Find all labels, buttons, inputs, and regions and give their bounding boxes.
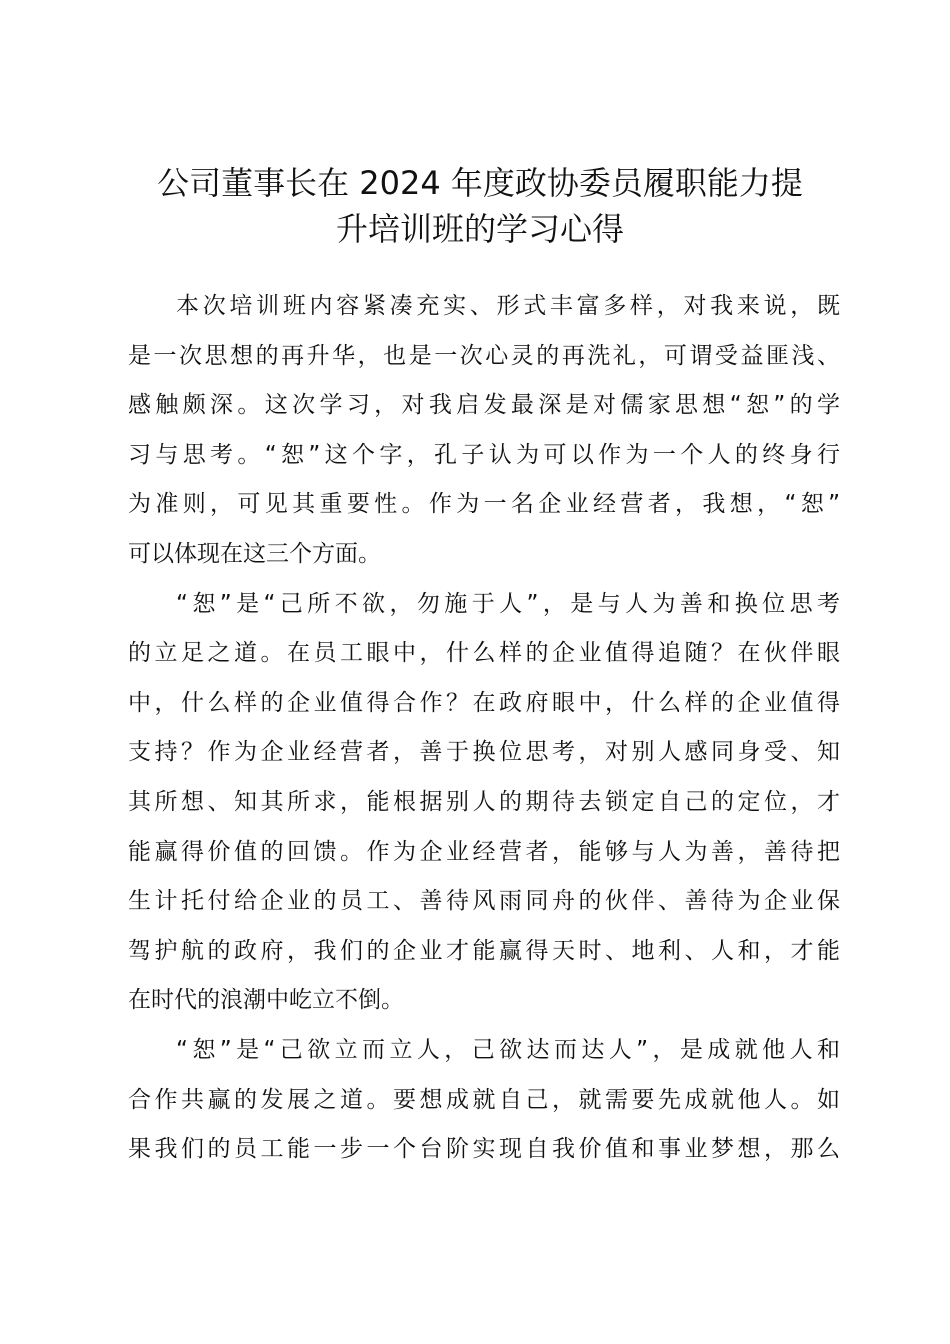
paragraph-line: “恕”是“己欲立而立人，己欲达而达人”，是成就他人和 [176,1036,840,1063]
paragraph-line: 果我们的员工能一步一个台阶实现自我价值和事业梦想，那么 [128,1136,840,1163]
paragraph-line: 本次培训班内容紧凑充实、形式丰富多样，对我来说，既 [176,293,840,319]
paragraph-line: 能赢得价值的回馈。作为企业经营者，能够与人为善，善待把 [128,838,840,865]
paragraph-line: 为准则，可见其重要性。作为一名企业经营者，我想，“恕” [128,491,840,518]
paragraph-1 [128,282,840,580]
paragraph-3 [128,1026,840,1175]
title-line-2: 升培训班的学习心得 [335,210,624,248]
paragraph-line: 习与思考。“恕”这个字，孔子认为可以作为一个人的终身行 [128,441,840,468]
paragraph-line: 合作共赢的发展之道。要想成就自己，就需要先成就他人。如 [128,1086,840,1113]
paragraph-line: 支持？作为企业经营者，善于换位思考，对别人感同身受、知 [128,739,840,766]
paragraph-line: 的立足之道。在员工眼中，什么样的企业值得追随？在伙伴眼 [128,640,840,667]
paragraph-line: 在时代的浪潮中屹立不倒。 [128,987,404,1014]
paragraph-line: 中，什么样的企业值得合作？在政府眼中，什么样的企业值得 [128,689,840,716]
paragraph-line: 生计托付给企业的员工、善待风雨同舟的伙伴、善待为企业保 [128,888,840,915]
document-body [128,282,840,1175]
paragraph-line: 可以体现在这三个方面。 [128,540,381,567]
paragraph-line: 其所想、知其所求，能根据别人的期待去锁定自己的定位，才 [128,788,840,815]
document-title [120,160,840,252]
paragraph-line: “恕”是“己所不欲，勿施于人”，是与人为善和换位思考 [176,590,840,617]
paragraph-2 [128,580,840,1026]
title-line-1: 公司董事长在 2024 年度政协委员履职能力提 [157,164,803,202]
paragraph-line: 感触颇深。这次学习，对我启发最深是对儒家思想“恕”的学 [128,392,840,419]
paragraph-line: 是一次思想的再升华，也是一次心灵的再洗礼，可谓受益匪浅、 [128,342,840,369]
paragraph-line: 驾护航的政府，我们的企业才能赢得天时、地利、人和，才能 [128,937,840,964]
